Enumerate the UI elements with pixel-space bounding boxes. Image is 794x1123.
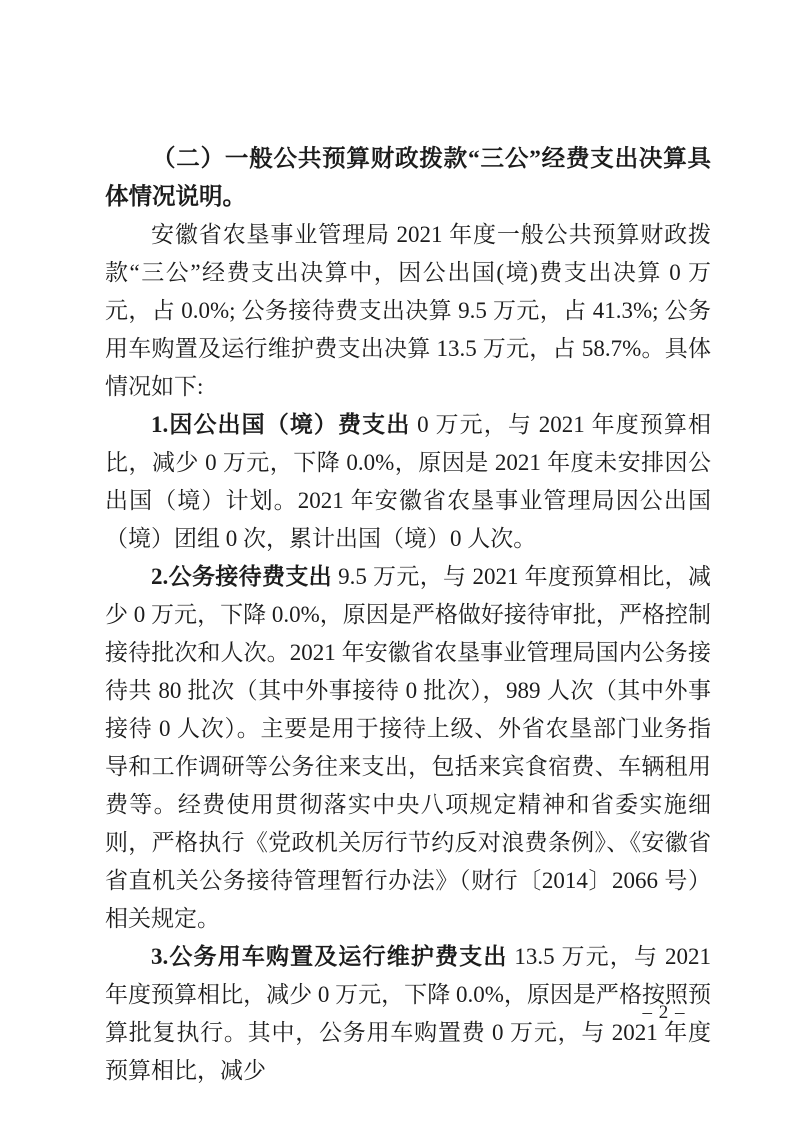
paragraph-item-3-official-vehicles — [105, 938, 711, 1090]
paragraph-text: 安徽省农垦事业管理局 2021 年度一般公共预算财政拨款“三公”经费支出决算中，因公出国(境)费支出决算 0 万元，占 0.0%; 公务接待费支出决算 9.5 万元，占 41.3%; 公务用车购置及运行维护费支出决算 13.5 万元，占 58.7%。具体情况如下: — [105, 222, 711, 399]
paragraph-text: 0 万元，与 2021 年度预算相比，减少 0 万元，下降 0.0%，原因是 2021 年度未安排因公出国（境）计划。2021 年安徽省农垦事业管理局因公出国（境）团组 0 次，累计出国（境）0 人次。 — [105, 412, 712, 551]
paragraph-item-1-overseas-trips — [105, 406, 711, 558]
paragraph-lead: 2.公务接待费支出 — [151, 564, 333, 589]
paragraph-item-2-official-reception — [105, 558, 711, 938]
paragraph-lead: 3.公务用车购置及运行维护费支出 — [151, 944, 508, 969]
section-heading: （二）一般公共预算财政拨款“三公”经费支出决算具体情况说明。 — [105, 146, 711, 210]
paragraph-text: 9.5 万元，与 2021 年度预算相比，减少 0 万元，下降 0.0%，原因是严格做好接待审批，严格控制接待批次和人次。2021 年安徽省农垦事业管理局国内公务接待共 80 批次（其中外事接待 0 批次），989 人次（其中外事接待 0 人次）。主要是用于接待上级、外省农垦部门业务指导和工作调研等公务往来支出，包括来宾食宿费、车辆租用费等。经费使用贯彻落实中央八项规定精神和省委实施细则，严格执行《党政机关厉行节约反对浪费条例》、《安徽省省直机关公务接待管理暂行办法》（财行〔2014〕2066 号）相关规定。 — [105, 564, 712, 931]
paragraph-lead: 1.因公出国（境）费支出 — [151, 412, 411, 437]
paragraph-overview — [105, 216, 711, 406]
document-body — [105, 140, 711, 1090]
page-number: – 2 – — [642, 1002, 686, 1023]
paragraph-text: 13.5 万元，与 2021 年度预算相比，减少 0 万元，下降 0.0%，原因是严格按照预算批复执行。其中，公务用车购置费 0 万元，与 2021 年度预算相比，减少 — [105, 944, 712, 1083]
